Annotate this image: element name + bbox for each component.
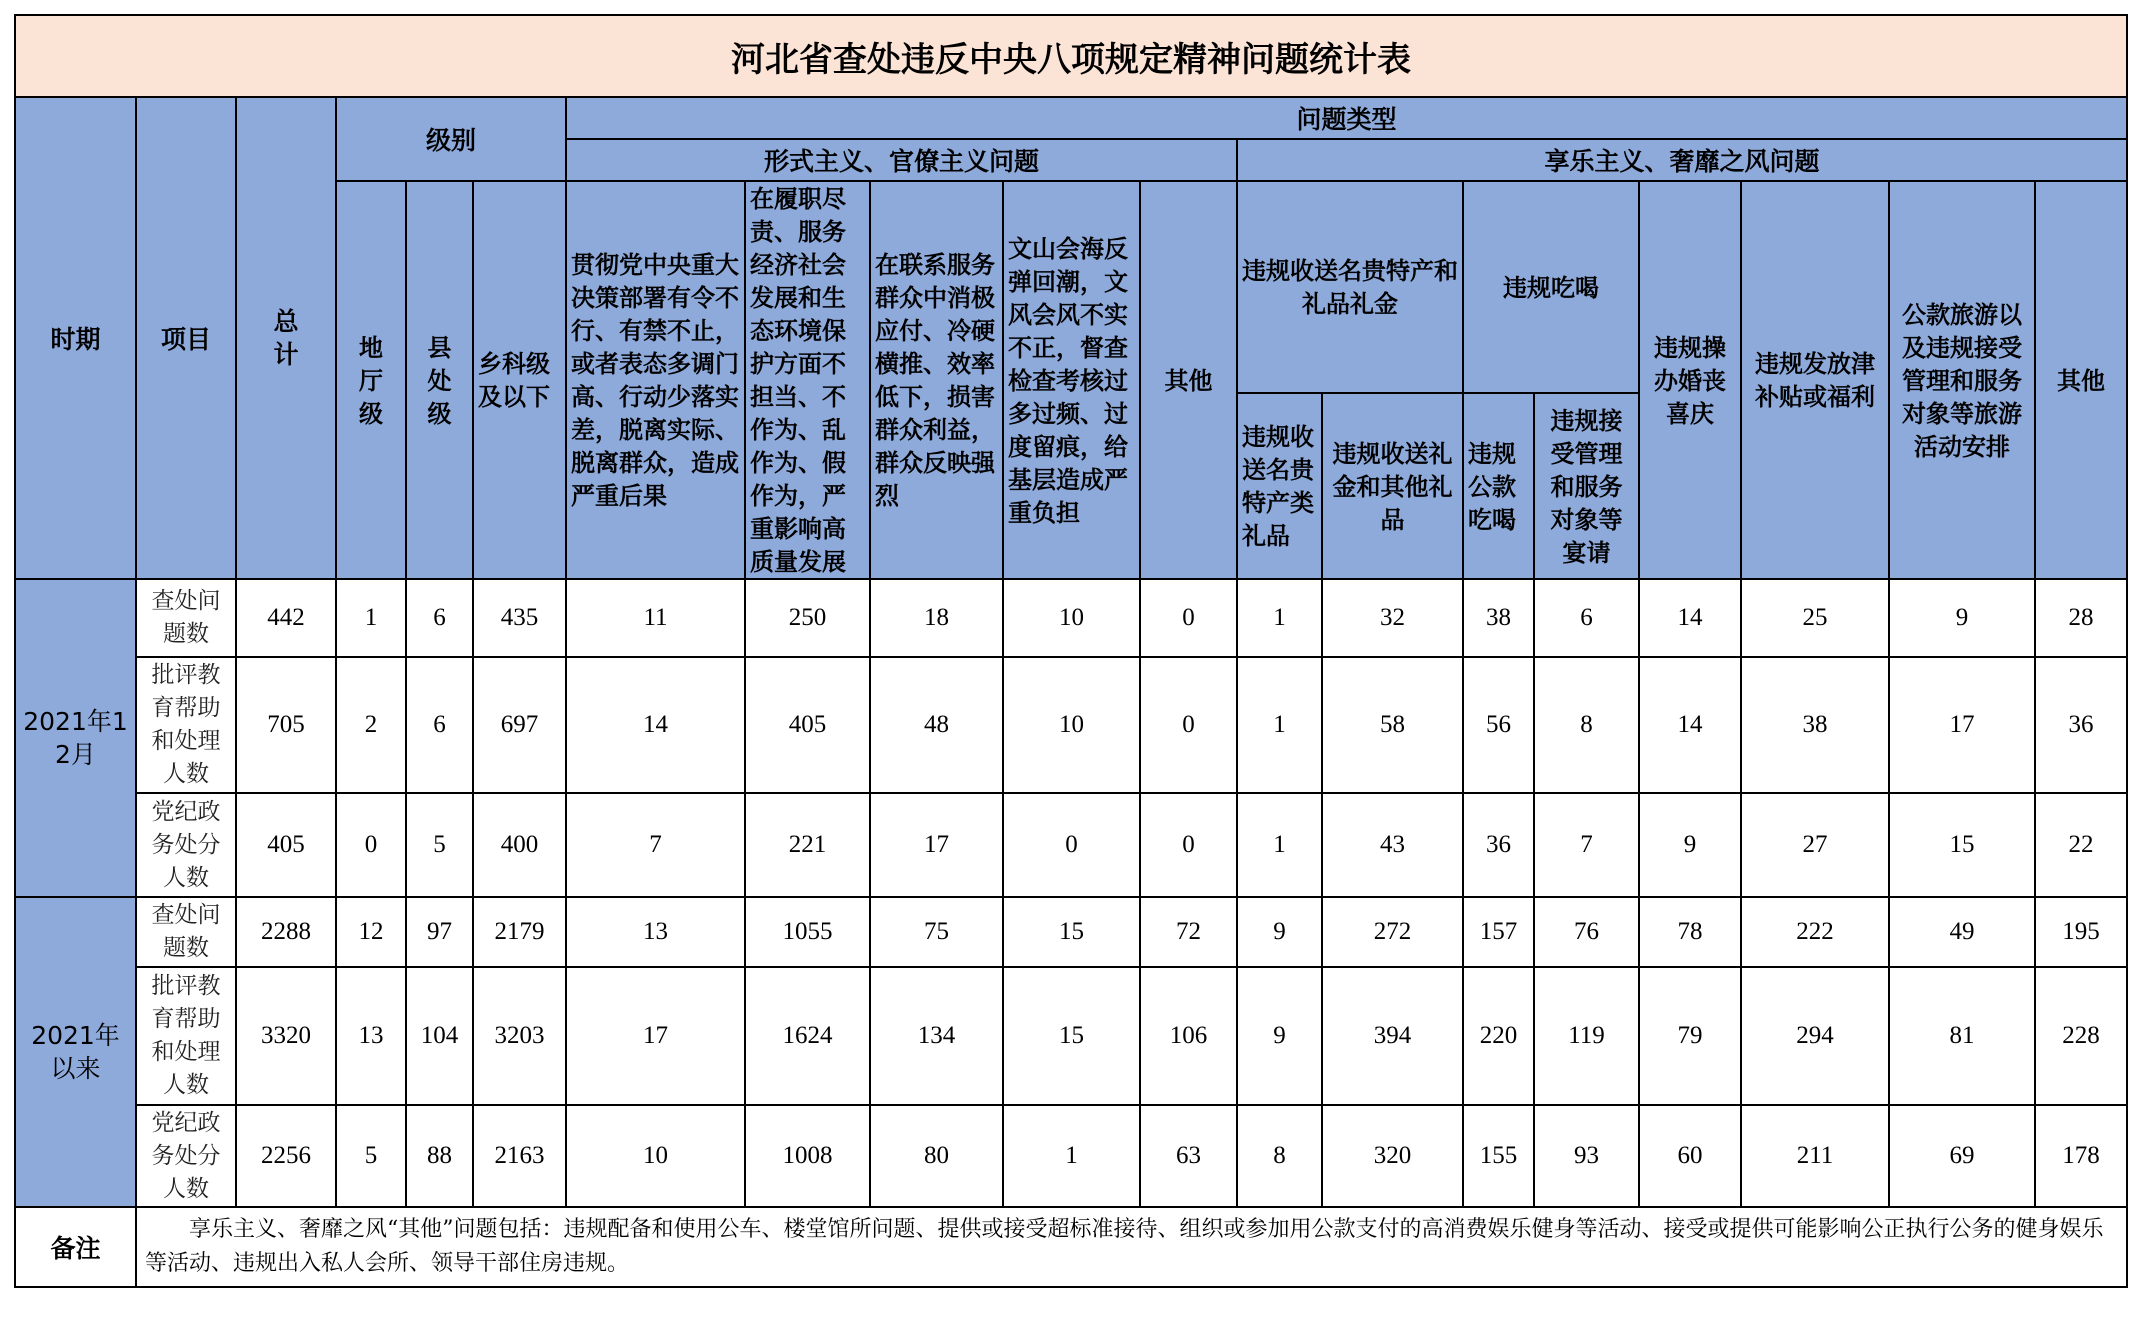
row-item-label: 党纪政务处分人数 [136, 793, 236, 897]
note-text: 享乐主义、奢靡之风“其他”问题包括：违规配备和使用公车、楼堂馆所问题、提供或接受超标准接待、组织或参加用公款支付的高消费娱乐健身等活动、接受或提供可能影响公正执行公务的健身娱乐等活动、违规出入私人会所、领导干部住房违规。 [136, 1207, 2127, 1287]
header-formalism-meetings: 文山会海反弹回潮，文风会风不实不正，督查检查考核过多过频、过度留痕，给基层造成严重负担 [1003, 181, 1140, 579]
table-title: 河北省查处违反中央八项规定精神问题统计表 [15, 15, 2127, 97]
header-hedonism-other: 其他 [2035, 181, 2127, 579]
row-item-label: 批评教育帮助和处理人数 [136, 657, 236, 793]
cell-value: 134 [870, 967, 1003, 1105]
cell-value: 76 [1534, 897, 1639, 967]
header-total: 总计 [236, 97, 336, 579]
cell-value: 69 [1889, 1105, 2035, 1207]
cell-value: 220 [1463, 967, 1534, 1105]
cell-value: 1 [1003, 1105, 1140, 1207]
cell-value: 294 [1741, 967, 1889, 1105]
cell-value: 8 [1534, 657, 1639, 793]
cell-value: 17 [870, 793, 1003, 897]
cell-value: 320 [1322, 1105, 1463, 1207]
cell-value: 400 [473, 793, 566, 897]
cell-value: 63 [1140, 1105, 1237, 1207]
cell-value: 7 [1534, 793, 1639, 897]
cell-total: 405 [236, 793, 336, 897]
cell-value: 81 [1889, 967, 2035, 1105]
header-gifts-specialty: 违规收送名贵特产类礼品 [1237, 393, 1322, 579]
cell-value: 2 [336, 657, 406, 793]
cell-value: 119 [1534, 967, 1639, 1105]
cell-value: 1 [1237, 579, 1322, 657]
cell-value: 3203 [473, 967, 566, 1105]
cell-value: 221 [745, 793, 870, 897]
cell-value: 8 [1237, 1105, 1322, 1207]
cell-value: 211 [1741, 1105, 1889, 1207]
cell-value: 394 [1322, 967, 1463, 1105]
cell-value: 32 [1322, 579, 1463, 657]
period-label: 2021年12月 [15, 579, 136, 897]
cell-value: 1 [1237, 657, 1322, 793]
cell-value: 405 [745, 657, 870, 793]
cell-value: 72 [1140, 897, 1237, 967]
cell-value: 11 [566, 579, 745, 657]
header-dining-banquet: 违规接受管理和服务对象等宴请 [1534, 393, 1639, 579]
cell-total: 3320 [236, 967, 336, 1105]
header-level-township: 乡科级及以下 [473, 181, 566, 579]
cell-value: 60 [1639, 1105, 1741, 1207]
header-formalism-decision: 贯彻党中央重大决策部署有令不行、有禁不止，或者表态多调门高、行动少落实差，脱离实际、脱离群众，造成严重后果 [566, 181, 745, 579]
cell-value: 12 [336, 897, 406, 967]
table-row [15, 793, 2127, 897]
stats-table [14, 14, 2128, 1288]
header-period: 时期 [15, 97, 136, 579]
table-row [15, 897, 2127, 967]
header-issue-type: 问题类型 [566, 97, 2127, 139]
cell-value: 48 [870, 657, 1003, 793]
header-formalism: 形式主义、官僚主义问题 [566, 139, 1237, 181]
header-dining-public: 违规公款吃喝 [1463, 393, 1534, 579]
row-item-label: 党纪政务处分人数 [136, 1105, 236, 1207]
cell-value: 38 [1741, 657, 1889, 793]
cell-value: 272 [1322, 897, 1463, 967]
cell-value: 15 [1003, 897, 1140, 967]
cell-value: 43 [1322, 793, 1463, 897]
header-level: 级别 [336, 97, 566, 181]
cell-value: 104 [406, 967, 473, 1105]
cell-value: 0 [336, 793, 406, 897]
cell-value: 13 [336, 967, 406, 1105]
cell-value: 6 [406, 657, 473, 793]
cell-value: 88 [406, 1105, 473, 1207]
table-row [15, 657, 2127, 793]
cell-value: 38 [1463, 579, 1534, 657]
header-level-prefecture: 地厅级 [336, 181, 406, 579]
cell-value: 79 [1639, 967, 1741, 1105]
cell-value: 435 [473, 579, 566, 657]
cell-value: 18 [870, 579, 1003, 657]
cell-value: 1624 [745, 967, 870, 1105]
cell-value: 36 [2035, 657, 2127, 793]
header-allowances: 违规发放津补贴或福利 [1741, 181, 1889, 579]
cell-value: 56 [1463, 657, 1534, 793]
header-level-county: 县处级 [406, 181, 473, 579]
cell-value: 15 [1889, 793, 2035, 897]
cell-value: 58 [1322, 657, 1463, 793]
cell-value: 28 [2035, 579, 2127, 657]
cell-value: 27 [1741, 793, 1889, 897]
cell-value: 195 [2035, 897, 2127, 967]
cell-value: 80 [870, 1105, 1003, 1207]
header-public-travel: 公款旅游以及违规接受管理和服务对象等旅游活动安排 [1889, 181, 2035, 579]
cell-value: 155 [1463, 1105, 1534, 1207]
cell-value: 49 [1889, 897, 2035, 967]
cell-value: 22 [2035, 793, 2127, 897]
cell-value: 6 [406, 579, 473, 657]
cell-value: 1 [1237, 793, 1322, 897]
header-formalism-service: 在联系服务群众中消极应付、冷硬横推、效率低下，损害群众利益，群众反映强烈 [870, 181, 1003, 579]
cell-value: 1 [336, 579, 406, 657]
cell-value: 222 [1741, 897, 1889, 967]
row-item-label: 查处问题数 [136, 897, 236, 967]
cell-value: 6 [1534, 579, 1639, 657]
table-row [15, 579, 2127, 657]
row-item-label: 批评教育帮助和处理人数 [136, 967, 236, 1105]
cell-value: 250 [745, 579, 870, 657]
cell-value: 14 [1639, 657, 1741, 793]
cell-value: 14 [566, 657, 745, 793]
cell-value: 10 [1003, 657, 1140, 793]
cell-value: 14 [1639, 579, 1741, 657]
cell-total: 442 [236, 579, 336, 657]
cell-value: 228 [2035, 967, 2127, 1105]
cell-value: 178 [2035, 1105, 2127, 1207]
cell-value: 13 [566, 897, 745, 967]
cell-total: 2256 [236, 1105, 336, 1207]
header-item: 项目 [136, 97, 236, 579]
stats-table-container [14, 14, 2126, 1288]
row-item-label: 查处问题数 [136, 579, 236, 657]
header-formalism-duty: 在履职尽责、服务经济社会发展和生态环境保护方面不担当、不作为、乱作为、假作为，严重影响高质量发展 [745, 181, 870, 579]
header-formalism-other: 其他 [1140, 181, 1237, 579]
cell-value: 10 [1003, 579, 1140, 657]
cell-value: 0 [1003, 793, 1140, 897]
cell-value: 15 [1003, 967, 1140, 1105]
cell-value: 9 [1237, 897, 1322, 967]
header-gifts-cash: 违规收送礼金和其他礼品 [1322, 393, 1463, 579]
cell-value: 697 [473, 657, 566, 793]
cell-value: 17 [1889, 657, 2035, 793]
header-gifts-group: 违规收送名贵特产和礼品礼金 [1237, 181, 1463, 393]
cell-value: 7 [566, 793, 745, 897]
note-label: 备注 [15, 1207, 136, 1287]
cell-value: 9 [1237, 967, 1322, 1105]
header-dining-group: 违规吃喝 [1463, 181, 1639, 393]
period-label: 2021年以来 [15, 897, 136, 1207]
cell-value: 2179 [473, 897, 566, 967]
cell-value: 75 [870, 897, 1003, 967]
header-weddings-funerals: 违规操办婚丧喜庆 [1639, 181, 1741, 579]
cell-value: 1055 [745, 897, 870, 967]
cell-total: 2288 [236, 897, 336, 967]
cell-value: 17 [566, 967, 745, 1105]
cell-total: 705 [236, 657, 336, 793]
table-row [15, 967, 2127, 1105]
cell-value: 10 [566, 1105, 745, 1207]
cell-value: 25 [1741, 579, 1889, 657]
cell-value: 0 [1140, 579, 1237, 657]
header-hedonism: 享乐主义、奢靡之风问题 [1237, 139, 2127, 181]
cell-value: 0 [1140, 657, 1237, 793]
table-row [15, 1105, 2127, 1207]
cell-value: 106 [1140, 967, 1237, 1105]
cell-value: 5 [406, 793, 473, 897]
cell-value: 1008 [745, 1105, 870, 1207]
cell-value: 9 [1639, 793, 1741, 897]
cell-value: 97 [406, 897, 473, 967]
cell-value: 93 [1534, 1105, 1639, 1207]
cell-value: 5 [336, 1105, 406, 1207]
cell-value: 36 [1463, 793, 1534, 897]
cell-value: 0 [1140, 793, 1237, 897]
cell-value: 78 [1639, 897, 1741, 967]
cell-value: 9 [1889, 579, 2035, 657]
cell-value: 2163 [473, 1105, 566, 1207]
cell-value: 157 [1463, 897, 1534, 967]
